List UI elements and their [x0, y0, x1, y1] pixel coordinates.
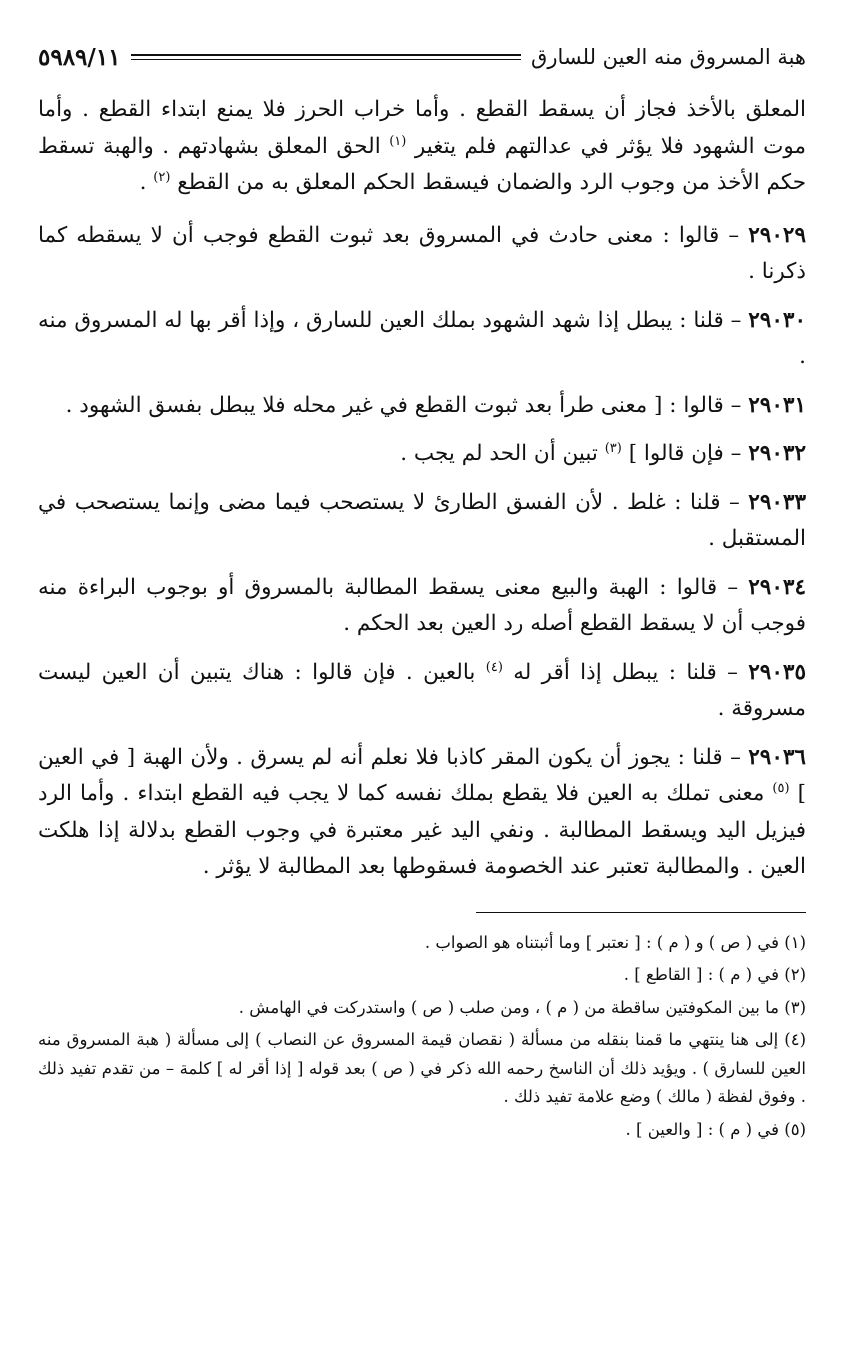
footnote-ref: (٤) — [485, 659, 503, 675]
paragraph-29029: ٢٩٠٢٩ – قالوا : معنى حادث في المسروق بعد ثبوت القطع فوجب أن لا يسقطه كما ذكرنا . — [38, 222, 806, 284]
paragraph-number: ٢٩٠٣٥ — [748, 659, 806, 685]
footnote-4: (٤) إلى هنا ينتهي ما قمنا بنقله من مسألة ( نقصان قيمة المسروق عن النصاب ) إلى مسألة ( هبة المسروق منه العين للسارق ) . ويؤيد ذلك أن الناسخ رحمه الله ذكر في ( ص ) بعد قوله [ إذا أقر له ] كلمة – من تقدم تفيد ذلك . وفوق لفظة ( مالك ) وضع علامة تفيد ذلك . — [38, 1030, 806, 1106]
footnote-separator — [476, 912, 806, 913]
paragraph-number: ٢٩٠٣٦ — [748, 744, 806, 770]
footnote-ref: (٣) — [604, 440, 622, 456]
page-number: ٥٩٨٩/١١ — [38, 43, 121, 71]
footnotes — [38, 929, 806, 1145]
paragraph-29035: ٢٩٠٣٥ – قلنا : يبطل إذا أقر له $^{(٤)}$ بالعين . فإن قالوا : هناك يتبين أن العين ليست مسروقة . — [38, 659, 806, 721]
paragraph-29036: ٢٩٠٣٦ – قلنا : يجوز أن يكون المقر كاذبا فلا نعلم أنه لم يسرق . ولأن الهبة [ في العين ] $^{(٥)}$ معنى تملك به العين فلا يقطع بملك نفسه كما لا يجب فيه القطع ابتداء . وأما الرد فيزيل اليد ويسقط المطالبة . ونفي اليد غير معتبرة في وجوب القطع بدلالة إذا هلكت العين . والمطالبة تعتبر عند الخصومة فسقوطها بعد المطالبة لا يؤثر . — [38, 744, 806, 879]
main-text — [38, 92, 806, 886]
footnote-2: (٢) في ( م ) : [ القاطع ] . — [623, 965, 806, 984]
paragraph-29034: ٢٩٠٣٤ – قالوا : الهبة والبيع معنى يسقط المطالبة بالمسروق أو بوجوب البراءة منه فوجب أن لا يسقط القطع أصله رد العين بعد الحكم . — [38, 574, 806, 636]
paragraph-29031: ٢٩٠٣١ – قالوا : [ معنى طرأ بعد ثبوت القطع في غير محله فلا يبطل بفسق الشهود . — [65, 392, 806, 418]
footnote-ref: (٥) — [772, 780, 790, 796]
footnote-ref: (١) — [389, 133, 407, 149]
footnote-1: (١) في ( ص ) و ( م ) : [ نعتبر ] وما أثبتناه هو الصواب . — [424, 932, 806, 952]
paragraph-number: ٢٩٠٣٢ — [748, 441, 806, 466]
paragraph-29033: ٢٩٠٣٣ – قلنا : غلط . لأن الفسق الطارئ لا يستصحب فيما مضى وإنما يستصحب في المستقبل . — [38, 489, 807, 551]
paragraph-number: ٢٩٠٣١ — [748, 392, 806, 418]
header-rule — [131, 54, 522, 60]
paragraph-number: ٢٩٠٢٩ — [748, 222, 806, 248]
footnote-ref: (٢) — [153, 169, 171, 185]
page-header — [38, 40, 806, 74]
paragraph-number: ٢٩٠٣٣ — [748, 489, 807, 515]
paragraph-continuation: المعلق بالأخذ فجاز أن يسقط القطع . وأما خراب الحرز فلا يمنع ابتداء القطع . وأما موت الشهود فلا يؤثر في عدالتهم فلم يتغير $^{(١)}$ الحق المعلق بشهادتهم . والهبة تسقط حكم الأخذ من وجوب الرد والضمان فيسقط الحكم المعلق به من القطع $^{(٢)}$ . — [38, 97, 806, 195]
footnote-3: (٣) ما بين المكوفتين ساقطة من ( م ) ، ومن صلب ( ص ) واستدركت في الهامش . — [238, 997, 806, 1017]
footnote-5: (٥) في ( م ) : [ والعين ] . — [625, 1119, 806, 1139]
paragraph-29030: ٢٩٠٣٠ – قلنا : يبطل إذا شهد الشهود بملك العين للسارق ، وإذا أقر بها له المسروق منه . — [38, 307, 806, 369]
page — [38, 40, 806, 1148]
paragraph-number: ٢٩٠٣٠ — [748, 307, 806, 333]
running-title: هبة المسروق منه العين للسارق — [531, 45, 806, 69]
paragraph-29032: ٢٩٠٣٢ – فإن قالوا ] $^{(٣)}$ تبين أن الحد لم يجب . — [400, 440, 806, 466]
paragraph-number: ٢٩٠٣٤ — [748, 574, 806, 600]
